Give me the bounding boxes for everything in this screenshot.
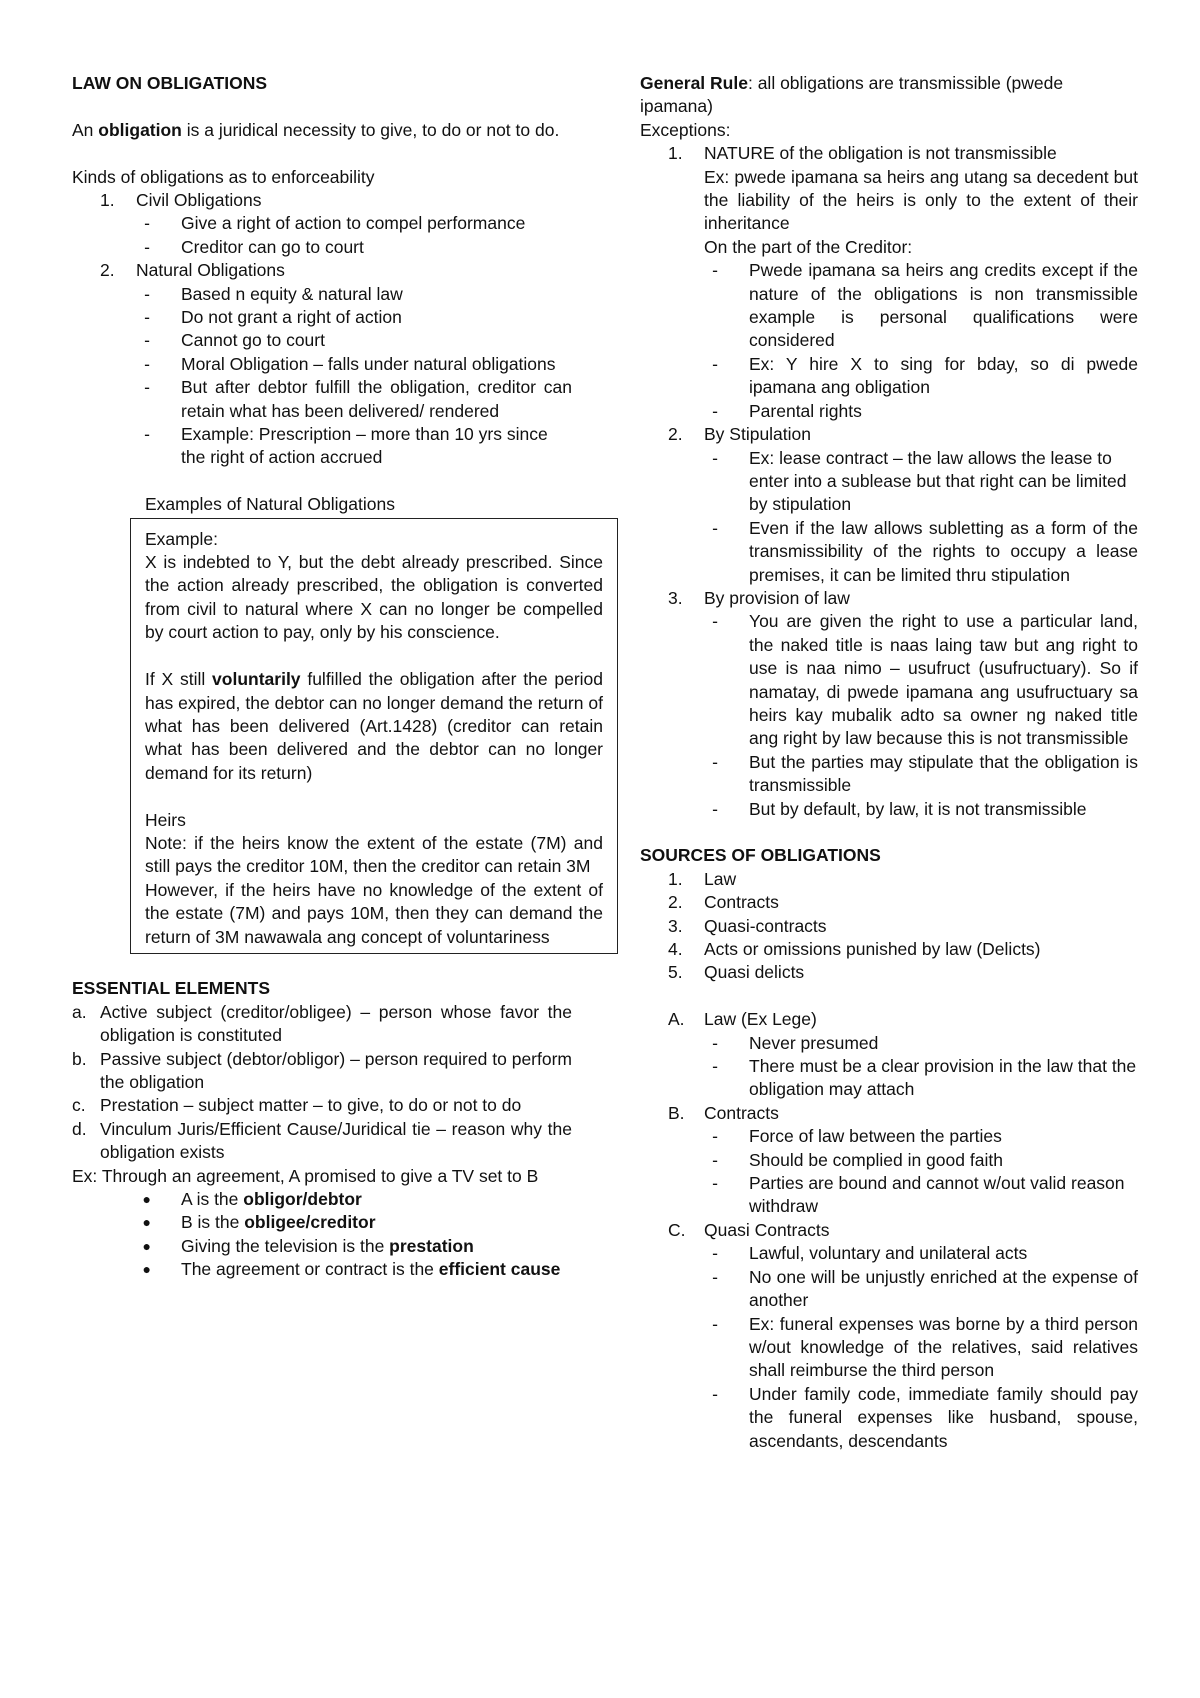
bullet-icon: ●: [142, 1261, 151, 1278]
bullet-icon: ●: [142, 1237, 151, 1254]
list-item: ● The agreement or contract is the efficient cause: [72, 1258, 572, 1281]
list-item: 2. Natural Obligations: [100, 260, 285, 281]
box-heirs-label: Heirs: [145, 809, 186, 830]
list-item: - Parental rights: [712, 400, 862, 421]
list-item: - Under family code, immediate family should pay the funeral expenses like husband, spouse, ascendants, descendants: [712, 1383, 1138, 1451]
list-item: - Lawful, voluntary and unilateral acts: [712, 1243, 1028, 1264]
left-column: [72, 72, 603, 1282]
list-item: - Pwede ipamana sa heirs ang credits except if the nature of the obligations is non transmissible example is personal qualifications were considered: [712, 260, 1138, 351]
list-item: ● B is the obligee/creditor: [72, 1211, 572, 1234]
list-item: d. Vinculum Juris/Efficient Cause/Juridical tie – reason why the obligation exists: [72, 1118, 572, 1163]
list-item: - Moral Obligation – falls under natural obligations: [144, 353, 556, 374]
list-item: 2. By Stipulation: [668, 424, 812, 445]
list-item: 1. Civil Obligations: [100, 190, 262, 210]
examples-title: Examples of Natural Obligations: [145, 494, 395, 515]
list-item: - You are given the right to use a particular land, the naked title is naas laing taw but ang right to use is naa nimo – usufruct (usufructuary). So if namatay, di pwede ipamana ang usufructuary sa heirs kay mubalik adto sa owner ng naked title ang right by law because this is not transmissible: [712, 611, 1138, 749]
list-item: - Do not grant a right of action: [144, 307, 402, 328]
obligation-definition: An obligation is a juridical necessity to give, to do or not to do.: [72, 119, 560, 140]
list-item: - Example: Prescription – more than 10 yrs since the right of action accrued: [144, 424, 548, 468]
list-item: - Force of law between the parties: [712, 1126, 1002, 1147]
list-item: 5. Quasi delicts: [668, 962, 805, 983]
list-item: b. Passive subject (debtor/obligor) – person required to perform the obligation: [72, 1048, 572, 1092]
list-item: c. Prestation – subject matter – to give, to do or not to do: [72, 1095, 522, 1116]
list-item: - Should be complied in good faith: [712, 1149, 1003, 1170]
example-box: [130, 518, 618, 954]
bullet-icon: ●: [142, 1214, 151, 1231]
example-text: Ex: Through an agreement, A promised to give a TV set to B: [72, 1165, 539, 1186]
list-item: A. Law (Ex Lege): [668, 1009, 817, 1030]
list-item: On the part of the Creditor:: [704, 236, 913, 257]
list-item: 3. Quasi-contracts: [668, 915, 827, 936]
list-item: - Give a right of action to compel performance: [144, 213, 526, 234]
list-item: 1. Law: [668, 868, 737, 889]
list-item: - Never presumed: [712, 1032, 879, 1053]
general-rule: General Rule: all obligations are transmissible (pwede ipamana): [640, 73, 1064, 117]
list-item: - Creditor can go to court: [144, 236, 364, 257]
list-item: - Cannot go to court: [144, 330, 325, 351]
section-title-law-on-obligations: LAW ON OBLIGATIONS: [72, 73, 268, 93]
section-title-essential-elements: ESSENTIAL ELEMENTS: [72, 978, 271, 999]
list-item: - But by default, by law, it is not transmissible: [712, 798, 1087, 819]
box-paragraph: However, if the heirs have no knowledge of the extent of the estate (7M) and pays 10M, then they can demand the return of 3M nawawala ang concept of voluntariness: [145, 879, 603, 947]
right-column: [640, 72, 1138, 1453]
list-item: C. Quasi Contracts: [668, 1219, 830, 1240]
list-item: B. Contracts: [668, 1102, 779, 1123]
kinds-title: Kinds of obligations as to enforceability: [72, 166, 375, 187]
list-item: - There must be a clear provision in the law that the obligation may attach: [712, 1056, 1137, 1100]
list-item: ● Giving the television is the prestation: [72, 1235, 572, 1258]
list-item: - Parties are bound and cannot w/out valid reason withdraw: [712, 1173, 1125, 1217]
list-item: - Based n equity & natural law: [144, 283, 403, 304]
box-paragraph: If X still voluntarily fulfilled the obligation after the period has expired, the debtor can no longer demand the return of what has been delivered (Art.1428) (creditor can retain what has been delivered and the debtor can no longer demand for its return): [145, 669, 603, 783]
box-paragraph: Note: if the heirs know the extent of the estate (7M) and still pays the creditor 10M, then the creditor can retain 3M: [145, 832, 603, 877]
list-item: - Ex: lease contract – the law allows the lease to enter into a sublease but that right can be limited by stipulation: [712, 447, 1127, 515]
box-example-label: Example:: [145, 528, 218, 549]
section-title-sources: SOURCES OF OBLIGATIONS: [640, 845, 881, 866]
box-paragraph: X is indebted to Y, but the debt already prescribed. Since the action already prescribed, the obligation is converted from civil to natural where X can no longer be compelled by court action to pay, only by his conscience.: [145, 552, 603, 643]
list-item: 1. NATURE of the obligation is not transmissible: [668, 143, 1057, 164]
list-item: a. Active subject (creditor/obligee) – person whose favor the obligation is constituted: [72, 1001, 572, 1046]
list-item: - Ex: funeral expenses was borne by a third person w/out knowledge of the relatives, said relatives shall reimburse the third person: [712, 1313, 1138, 1381]
list-item: - No one will be unjustly enriched at the expense of another: [712, 1266, 1138, 1311]
list-item: 4. Acts or omissions punished by law (Delicts): [668, 939, 1041, 960]
list-item: Ex: pwede ipamana sa heirs ang utang sa decedent but the liability of the heirs is only to the extent of their inheritance: [704, 166, 1138, 234]
list-item: - But the parties may stipulate that the obligation is transmissible: [712, 751, 1138, 796]
list-item: 3. By provision of law: [668, 587, 850, 608]
list-item: - Even if the law allows subletting as a form of the transmissibility of the rights to occupy a lease premises, it can be limited thru stipulation: [712, 517, 1138, 585]
list-item: - Ex: Y hire X to sing for bday, so di pwede ipamana ang obligation: [712, 353, 1138, 398]
bullet-icon: ●: [142, 1191, 151, 1207]
list-item: ● A is the obligor/debtor: [72, 1188, 572, 1211]
exceptions-label: Exceptions:: [640, 119, 731, 140]
list-item: 2. Contracts: [668, 892, 779, 913]
list-item: - But after debtor fulfill the obligation, creditor can retain what has been delivered/ rendered: [144, 377, 572, 421]
